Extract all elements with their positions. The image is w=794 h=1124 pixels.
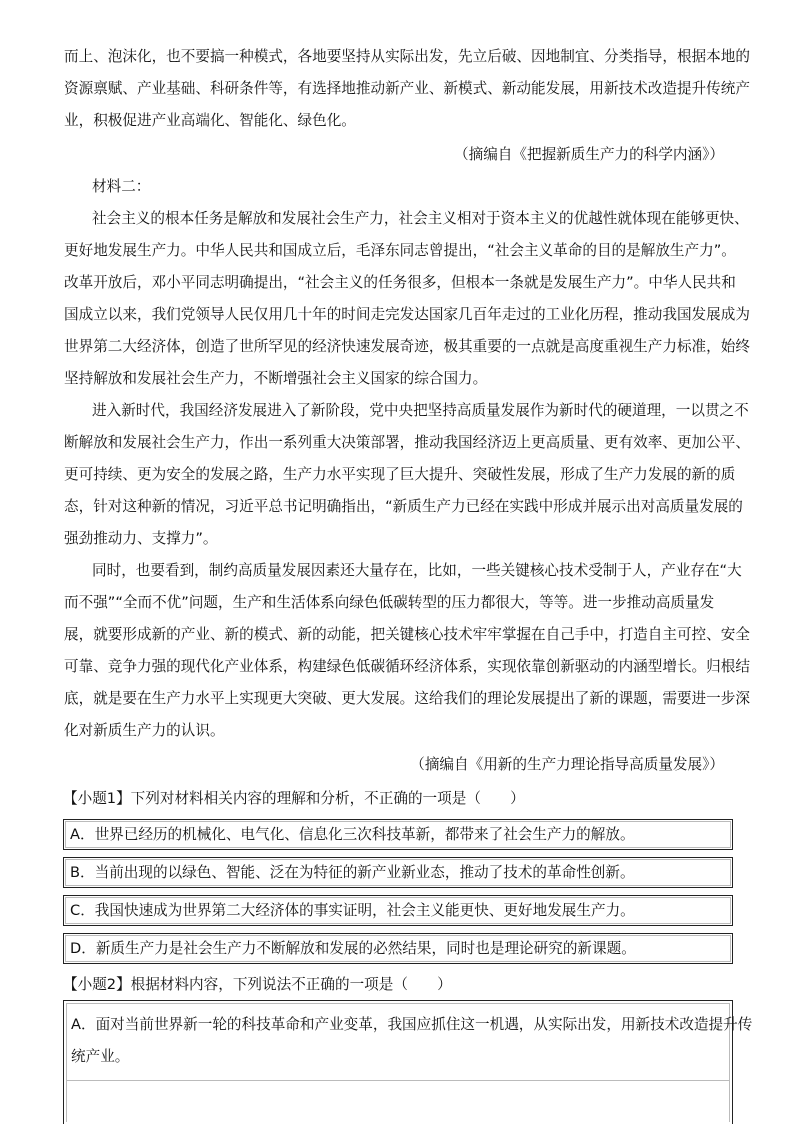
text-line: 强劲推动力、支撑力”。 [64,530,218,547]
option-text: B．当前出现的以绿色、智能、泛在为特征的新产业新业态，推动了技术的革命性创新。 [70,864,635,881]
text-line: 更好地发展生产力。中华人民共和国成立后，毛泽东同志曾提出，“社会主义革命的目的是解放生产力”。 [64,242,736,259]
question-1-option-b[interactable] [63,857,733,888]
source-citation: （摘编自《把握新质生产力的科学内涵》） [454,146,724,163]
question-1-option-d[interactable] [63,933,733,964]
question-1-stem: 【小题1】下列对材料相关内容的理解和分析，不正确的一项是（ ） [63,790,525,807]
option-text: C．我国快速成为世界第二大经济体的事实证明，社会主义能更快、更好地发展生产力。 [70,902,635,919]
text-line: 而不强”“全而不优”问题，生产和生活体系向绿色低碳转型的压力都很大，等等。进一步推动高质量发 [64,594,715,611]
text-line: 可靠、竞争力强的现代化产业体系，构建绿色低碳循环经济体系，实现依靠创新驱动的内涵型增长。归根结 [64,658,750,675]
text-line: 更可持续、更为安全的发展之路，生产力水平实现了巨大提升、突破性发展，形成了生产力发展的新的质 [64,466,736,483]
option-text: A．面对当前世界新一轮的科技革命和产业变革，我国应抓住这一机遇，从实际出发，用新技术改造提升传 [71,1016,753,1033]
text-line: 同时，也要看到，制约高质量发展因素还大量存在，比如，一些关键核心技术受制于人，产业存在“大 [92,562,742,579]
question-2-stem: 【小题2】根据材料内容，下列说法不正确的一项是（ ） [63,976,452,993]
section-heading: 材料二： [92,178,151,195]
text-line: 展，就要形成新的产业、新的模式、新的动能，把关键核心技术牢牢掌握在自己手中，打造自主可控、安全 [64,626,750,643]
text-line: 世界第二大经济体，创造了世所罕见的经济快速发展奇迹，极其重要的一点就是高度重视生产力标准，始终 [64,338,750,355]
option-text: D．新质生产力是社会生产力不断解放和发展的必然结果，同时也是理论研究的新课题。 [70,940,636,957]
option-text: A．世界已经历的机械化、电气化、信息化三次科技革新，都带来了社会生产力的解放。 [70,826,635,843]
text-line: 进入新时代，我国经济发展进入了新阶段，党中央把坚持高质量发展作为新时代的硬道理，一以贯之不 [92,402,749,419]
source-citation: （摘编自《用新的生产力理论指导高质量发展》） [410,756,724,773]
option-text: 统产业。 [71,1048,130,1065]
text-line: 业，积极促进产业高端化、智能化、绿色化。 [64,112,356,129]
text-line: 社会主义的根本任务是解放和发展社会生产力，社会主义相对于资本主义的优越性就体现在能够更快、 [92,210,749,227]
option-frame [66,1003,753,1122]
text-line: 态，针对这种新的情况，习近平总书记明确指出，“新质生产力已经在实践中形成并展示出对高质量发展的 [64,498,743,515]
text-line: 国成立以来，我们党领导人民仅用几十年的时间走完发达国家几百年走过的工业化历程，推动我国发展成为 [64,306,750,323]
divider [67,1080,729,1081]
text-line: 断解放和发展社会生产力，作出一系列重大决策部署，推动我国经济迈上更高质量、更有效率、更加公平、 [64,434,750,451]
text-line: 化对新质生产力的认识。 [64,722,225,739]
text-line: 而上、泡沫化，也不要搞一种模式，各地要坚持从实际出发，先立后破、因地制宜、分类指导，根据本地的 [64,48,750,65]
text-line: 资源禀赋、产业基础、科研条件等，有选择地推动新产业、新模式、新动能发展，用新技术改造提升传统产 [64,80,750,97]
text-line: 改革开放后，邓小平同志明确提出，“社会主义的任务很多，但根本一条就是发展生产力”。中华人民共和 [64,274,736,291]
question-1-option-a[interactable] [63,819,733,850]
question-2-option-a[interactable] [63,1000,753,1124]
text-line: 坚持解放和发展社会生产力，不断增强社会主义国家的综合国力。 [64,370,488,387]
question-1-option-c[interactable] [63,895,733,926]
text-line: 底，就是要在生产力水平上实现更大突破、更大发展。这给我们的理论发展提出了新的课题，需要进一步深 [64,690,750,707]
